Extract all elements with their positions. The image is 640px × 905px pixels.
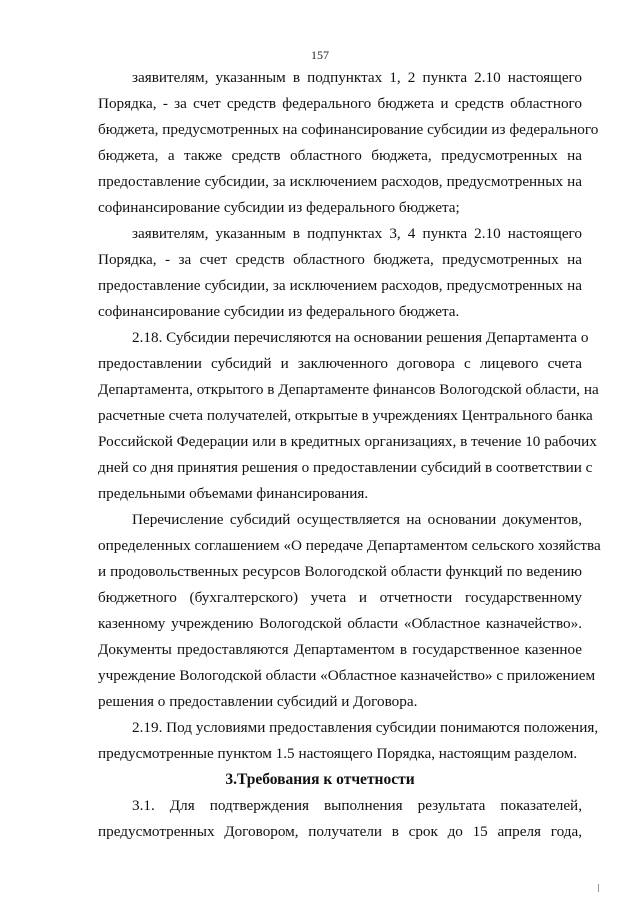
text-line: дней со дня принятия решения о предоставлении субсидий в соответствии с (98, 459, 593, 476)
page-number: 157 (311, 48, 329, 62)
text-line: казенному учреждению Вологодской области «Областное казначейство». (98, 615, 582, 632)
text-line: Российской Федерации или в кредитных организациях, в течение 10 рабочих (98, 433, 597, 450)
text-line: Порядка, - за счет средств федерального бюджета и средств областного (98, 95, 582, 112)
text-line: бюджетного (бухгалтерского) учета и отчетности государственному (98, 589, 582, 606)
text-line: софинансирование субсидии из федерального бюджета; (98, 199, 460, 216)
text-line: заявителям, указанным в подпунктах 3, 4 пункта 2.10 настоящего (132, 225, 582, 242)
text-line: заявителям, указанным в подпунктах 1, 2 пункта 2.10 настоящего (132, 69, 582, 86)
text-line: Документы предоставляются Департаментом в государственное казенное (98, 641, 582, 658)
scan-edge-mark (598, 884, 599, 892)
text-line: предельными объемами финансирования. (98, 485, 369, 502)
text-line: определенных соглашением «О передаче Департаментом сельского хозяйства (98, 537, 601, 554)
text-line: бюджета, предусмотренных на софинансирование субсидии из федерального (98, 121, 599, 138)
text-line: решения о предоставлении субсидий и Договора. (98, 693, 418, 710)
text-line: предусмотренных Договором, получатели в срок до 15 апреля года, (98, 823, 582, 840)
text-line: учреждение Вологодской области «Областное казначейство» с приложением (98, 667, 596, 684)
text-line: Порядка, - за счет средств областного бюджета, предусмотренных на (98, 251, 582, 268)
text-line: Перечисление субсидий осуществляется на основании документов, (132, 511, 582, 528)
text-line: 2.19. Под условиями предоставления субсидии понимаются положения, (132, 719, 599, 736)
text-line: предоставление субсидии, за исключением расходов, предусмотренных на (98, 277, 582, 294)
text-line: 2.18. Субсидии перечисляются на основании решения Департамента о (132, 329, 589, 346)
text-line: и продовольственных ресурсов Вологодской области функций по ведению (98, 563, 582, 580)
text-line: софинансирование субсидии из федерального бюджета. (98, 303, 460, 320)
text-line: 3.1. Для подтверждения выполнения результата показателей, (132, 797, 582, 814)
text-line: расчетные счета получателей, открытые в учреждениях Центрального банка (98, 407, 593, 424)
text-line: Департамента, открытого в Департаменте финансов Вологодской области, на (98, 381, 599, 398)
text-line: бюджета, а также средств областного бюджета, предусмотренных на (98, 147, 582, 164)
text-line: предоставлении субсидий и заключенного договора с лицевого счета (98, 355, 582, 372)
section-heading: 3.Требования к отчетности (225, 771, 415, 788)
text-line: предусмотренные пунктом 1.5 настоящего Порядка, настоящим разделом. (98, 745, 578, 762)
text-line: предоставление субсидии, за исключением расходов, предусмотренных на (98, 173, 582, 190)
